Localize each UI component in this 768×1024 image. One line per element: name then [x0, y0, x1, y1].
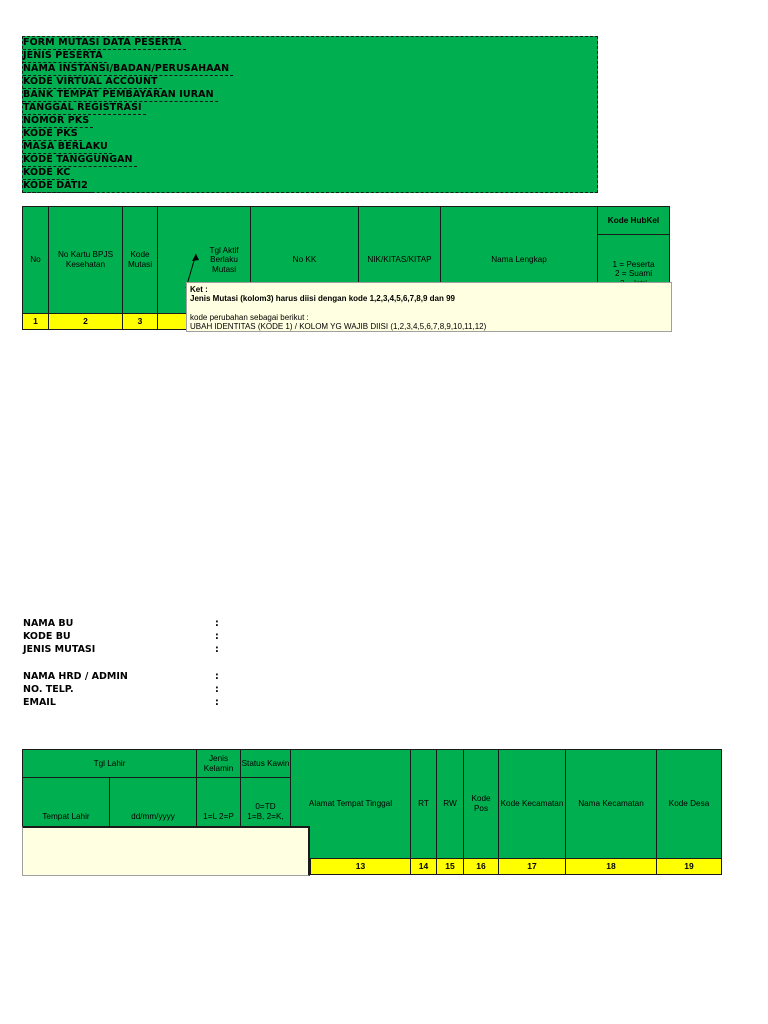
- col-number-19: 19: [656, 858, 722, 875]
- col-header-alamat: Alamat Tempat Tinggal: [290, 749, 411, 859]
- comment-note-blank: [22, 826, 310, 876]
- info-colon: :: [215, 697, 219, 708]
- info-label-nama-bu: NAMA BU: [23, 618, 74, 629]
- col-header-nik: NIK/KITAS/KITAP: [358, 206, 441, 314]
- field-kode-kc: KODE KC: [23, 167, 74, 180]
- col-number-15: 15: [436, 858, 464, 875]
- field-kode-tanggungan: KODE TANGGUNGAN: [23, 154, 137, 167]
- field-kode-va: KODE VIRTUAL ACCOUNT: [23, 76, 162, 89]
- col-header-kode-pos: Kode Pos: [463, 749, 499, 859]
- col-header-ddmmyyyy: dd/mm/yyyy: [109, 777, 197, 858]
- col-header-rw: RW: [436, 749, 464, 859]
- col-header-hubkel-values: 1 = Peserta 2 = Suami: [597, 234, 670, 314]
- info-colon: :: [215, 631, 219, 642]
- col-header-jenis-kelamin: Jenis Kelamin: [196, 749, 241, 778]
- col-header-sk-values: 0=TD 1=B, 2=K,: [240, 777, 291, 858]
- col-number-4-empty: [157, 313, 187, 330]
- col-number-14: 14: [410, 858, 437, 875]
- col-number-17: 17: [498, 858, 566, 875]
- col-header-no: No: [22, 206, 49, 314]
- info-label-jenis-mutasi: JENIS MUTASI: [23, 644, 96, 655]
- col-header-jk-values: 1=L 2=P: [196, 777, 241, 858]
- col-header-kode-hubkel: Kode HubKel: [597, 206, 670, 235]
- form-header-block: [22, 36, 598, 193]
- col-header-nama-kecamatan: Nama Kecamatan: [565, 749, 657, 859]
- col-header-kode-mutasi: Kode Mutasi: [122, 206, 158, 314]
- col-header-tgl-lahir: Tgl Lahir: [22, 749, 197, 778]
- info-colon: :: [215, 684, 219, 695]
- note-line-2: kode perubahan sebagai berikut :: [190, 312, 309, 322]
- col-header-kode-kecamatan: Kode Kecamatan: [498, 749, 566, 859]
- col-header-tempat-lahir: Tempat Lahir: [22, 777, 110, 858]
- field-bank: BANK TEMPAT PEMBAYARAN IURAN: [23, 89, 218, 102]
- field-kode-pks: KODE PKS: [23, 128, 82, 141]
- info-label-no-telp: NO. TELP.: [23, 684, 74, 695]
- col-header-nama-lengkap: Nama Lengkap: [440, 206, 598, 314]
- col-header-rt: RT: [410, 749, 437, 859]
- field-masa-berlaku: MASA BERLAKU: [23, 141, 112, 154]
- field-nomor-pks: NOMOR PKS: [23, 115, 93, 128]
- col-header-no-kk: No KK: [250, 206, 359, 314]
- note-line-3: UBAH IDENTITAS (KODE 1) / KOLOM YG WAJIB DIISI (1,2,3,4,5,6,7,8,9,10,11,12): [190, 322, 487, 332]
- col-header-kode-desa: Kode Desa: [656, 749, 722, 859]
- form-title: FORM MUTASI DATA PESERTA: [23, 37, 186, 50]
- col-number-16: 16: [463, 858, 499, 875]
- info-colon: :: [215, 618, 219, 629]
- field-kode-dati2: KODE DATI2: [23, 180, 92, 193]
- info-label-kode-bu: KODE BU: [23, 631, 71, 642]
- info-colon: :: [215, 644, 219, 655]
- comment-note-mutasi: [186, 282, 672, 332]
- info-label-nama-hrd: NAMA HRD / ADMIN: [23, 671, 128, 682]
- info-label-email: EMAIL: [23, 697, 56, 708]
- note-title: Ket :: [190, 285, 208, 294]
- field-tgl-registrasi: TANGGAL REGISTRASI: [23, 102, 146, 115]
- col-number-3: 3: [122, 313, 158, 330]
- col-header-status-kawin: Status Kawin: [240, 749, 291, 778]
- col-number-18: 18: [565, 858, 657, 875]
- field-nama-instansi: NAMA INSTANSI/BADAN/PERUSAHAAN: [23, 63, 233, 76]
- col-number-1: 1: [22, 313, 49, 330]
- col-header-tgl-aktif: Tgl Aktif Berlaku Mutasi: [157, 206, 251, 314]
- col-header-no-kartu: No Kartu BPJS Kesehatan: [48, 206, 123, 314]
- col-number-13: 13: [310, 858, 411, 875]
- info-colon: :: [215, 671, 219, 682]
- field-jenis-peserta: JENIS PESERTA: [23, 50, 107, 63]
- note-line-1: Jenis Mutasi (kolom3) harus diisi dengan kode 1,2,3,4,5,6,7,8,9 dan 99: [190, 294, 455, 304]
- col-number-2: 2: [48, 313, 123, 330]
